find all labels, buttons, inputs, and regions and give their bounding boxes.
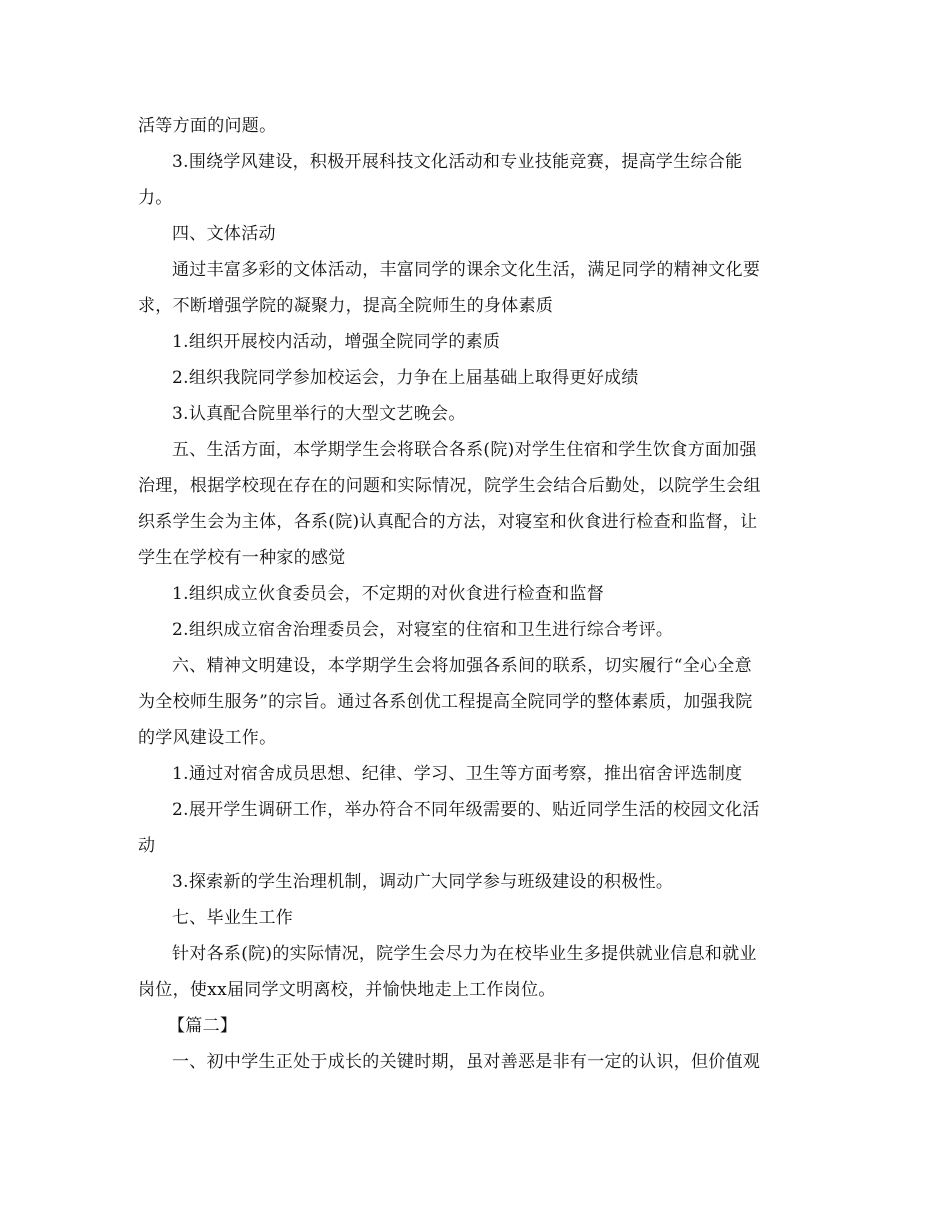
list-item: 3.围绕学风建设，积极开展科技文化活动和专业技能竞赛，提高学生综合能 xyxy=(172,152,743,172)
paragraph-line: 通过丰富多彩的文体活动，丰富同学的课余文化生活，满足同学的精神文化要 xyxy=(172,260,761,280)
paragraph-line: 学生在学校有一种家的感觉 xyxy=(138,548,346,568)
paragraph-line: 为全校师生服务”的宗旨。通过各系创优工程提高全院同学的整体素质，加强我院 xyxy=(138,692,753,712)
paragraph-line: 求，不断增强学院的凝聚力，提高全院师生的身体素质 xyxy=(138,296,554,316)
paragraph-line: 治理，根据学校现在存在的问题和实际情况，院学生会结合后勤处，以院学生会组 xyxy=(138,476,761,496)
paragraph-line: 针对各系(院)的实际情况，院学生会尽力为在校毕业生多提供就业信息和就业 xyxy=(172,944,757,964)
paragraph-line: 岗位，使xx届同学文明离校，并愉快地走上工作岗位。 xyxy=(138,980,556,1000)
list-item: 2.展开学生调研工作，举办符合不同年级需要的、贴近同学生活的校园文化活 xyxy=(172,800,760,820)
paragraph-line: 织系学生会为主体，各系(院)认真配合的方法，对寝室和伙食进行检查和监督，让 xyxy=(138,512,758,532)
section-heading: 六、精神文明建设，本学期学生会将加强各系间的联系，切实履行“全心全意 xyxy=(172,656,752,676)
list-item: 2.组织成立宿舍治理委员会，对寝室的住宿和卫生进行综合考评。 xyxy=(172,620,674,640)
section-heading: 五、生活方面，本学期学生会将联合各系(院)对学生住宿和学生饮食方面加强 xyxy=(172,440,757,460)
list-item: 1.组织成立伙食委员会，不定期的对伙食进行检查和监督 xyxy=(172,584,605,604)
paragraph-line: 动 xyxy=(138,836,156,856)
list-item: 1.通过对宿舍成员思想、纪律、学习、卫生等方面考察，推出宿舍评选制度 xyxy=(172,764,743,784)
paragraph-line: 的学风建设工作。 xyxy=(138,728,277,748)
paragraph-line: 一、初中学生正处于成长的关键时期，虽对善恶是非有一定的认识，但价值观 xyxy=(172,1052,761,1072)
list-item: 2.组织我院同学参加校运会，力争在上届基础上取得更好成绩 xyxy=(172,368,639,388)
section-heading: 四、文体活动 xyxy=(172,224,276,244)
list-item: 3.认真配合院里举行的大型文艺晚会。 xyxy=(172,404,466,424)
list-item: 3.探索新的学生治理机制，调动广大同学参与班级建设的积极性。 xyxy=(172,872,674,892)
document-body xyxy=(138,114,818,1086)
paragraph-line: 活等方面的问题。 xyxy=(138,116,277,136)
section-heading: 七、毕业生工作 xyxy=(172,908,294,928)
paragraph-line: 力。 xyxy=(138,188,173,208)
list-item: 1.组织开展校内活动，增强全院同学的素质 xyxy=(172,332,501,352)
part-heading: 【篇二】 xyxy=(168,1016,238,1036)
